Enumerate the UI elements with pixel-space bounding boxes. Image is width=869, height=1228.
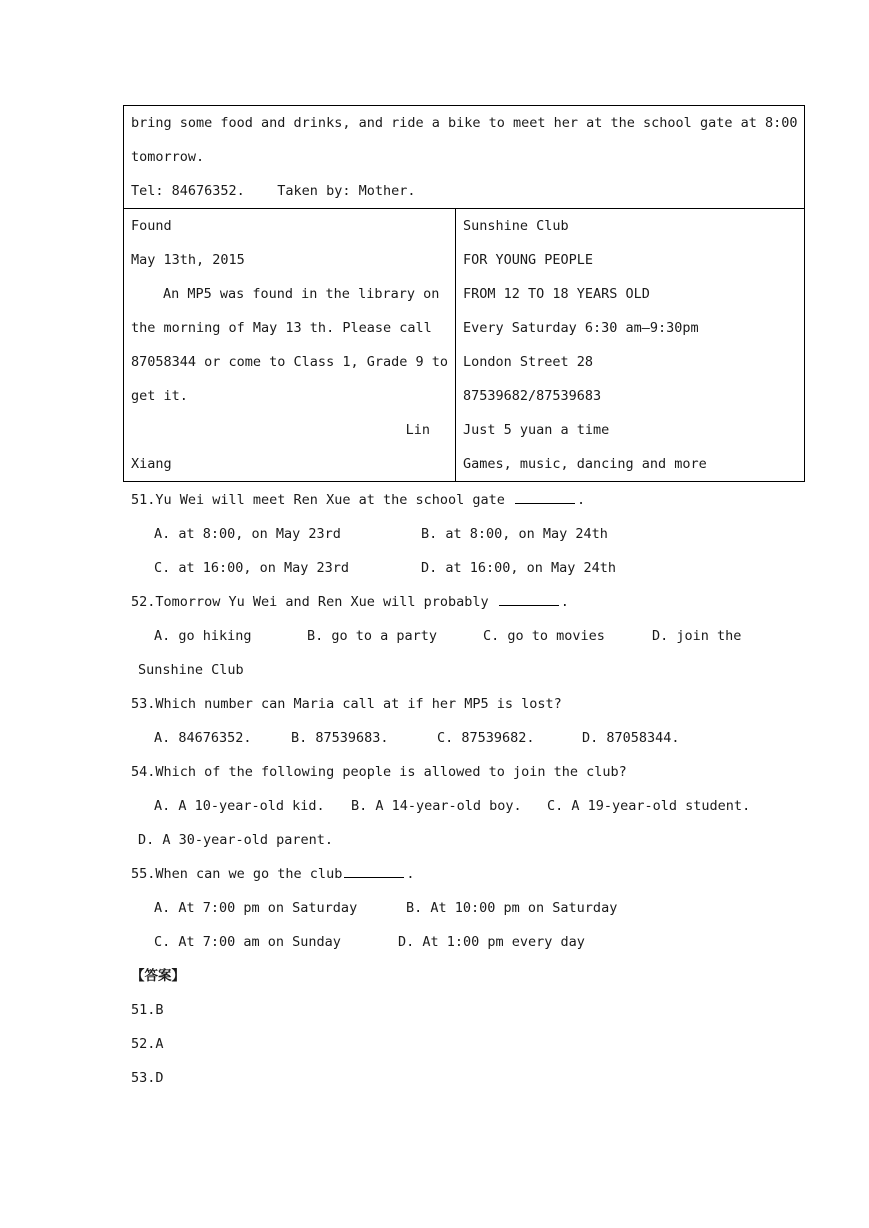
answer-blank xyxy=(344,863,404,878)
answer-blank xyxy=(515,489,575,504)
option-a: A. 84676352. xyxy=(154,730,252,746)
club-line: 87539682/87539683 xyxy=(462,388,602,404)
options-row xyxy=(131,721,751,755)
question-end: . xyxy=(406,866,415,882)
club-line: FOR YOUNG PEOPLE xyxy=(462,252,594,268)
club-ad-cell xyxy=(455,209,805,482)
option-c: C. A 19-year-old student. xyxy=(547,798,751,814)
club-line: Games, music, dancing and more xyxy=(462,456,707,472)
club-line: Every Saturday 6:30 am—9:30pm xyxy=(462,320,699,336)
question-stem: 55.When can we go the club xyxy=(131,866,343,882)
option-a: A. go hiking xyxy=(154,628,252,644)
found-title: Found xyxy=(131,218,172,234)
found-date: May 13th, 2015 xyxy=(131,252,245,268)
found-body-line: the morning of May 13 th. Please call xyxy=(131,320,432,336)
option-b: B. A 14-year-old boy. xyxy=(351,798,522,814)
question-51 xyxy=(131,483,751,517)
options-row xyxy=(131,789,751,823)
option-d: D. join the xyxy=(652,628,742,644)
option-d: D. at 16:00, on May 24th xyxy=(421,560,617,576)
found-signature: Xiang xyxy=(131,456,172,472)
phone-message-cell xyxy=(124,106,805,209)
options-row xyxy=(131,823,751,857)
option-b: B. 87539683. xyxy=(291,730,389,746)
question-53 xyxy=(131,687,751,721)
message-line: bring some food and drinks, and ride a bike to meet her at the school gate at 8:00 xyxy=(131,115,798,131)
question-stem: 54.Which of the following people is allowed to join the club? xyxy=(131,764,627,780)
option-b: B. at 8:00, on May 24th xyxy=(421,526,608,542)
answer-heading: 【答案】 xyxy=(131,968,185,984)
question-54 xyxy=(131,755,751,789)
option-d-continued: Sunshine Club xyxy=(138,662,244,678)
question-55 xyxy=(131,857,751,891)
option-a: A. A 10-year-old kid. xyxy=(154,798,325,814)
question-stem: 52.Tomorrow Yu Wei and Ren Xue will probably xyxy=(131,594,489,610)
option-b: B. At 10:00 pm on Saturday xyxy=(406,900,618,916)
options-row xyxy=(131,551,751,585)
option-b: B. go to a party xyxy=(307,628,438,644)
option-c: C. at 16:00, on May 23rd xyxy=(154,560,350,576)
question-stem: 53.Which number can Maria call at if her MP5 is lost? xyxy=(131,696,562,712)
answer-53: 53.D xyxy=(131,1070,164,1086)
question-stem: 51.Yu Wei will meet Ren Xue at the school gate xyxy=(131,492,505,508)
club-line: Just 5 yuan a time xyxy=(462,422,610,438)
found-signature: Lin xyxy=(405,422,430,438)
answer-52: 52.A xyxy=(131,1036,164,1052)
message-line: tomorrow. xyxy=(131,149,205,165)
club-line: FROM 12 TO 18 YEARS OLD xyxy=(462,286,650,302)
notice-table xyxy=(123,105,805,482)
found-body-line: get it. xyxy=(131,388,188,404)
questions-section xyxy=(131,483,751,1095)
found-body-line: 87058344 or come to Class 1, Grade 9 to xyxy=(131,354,448,370)
question-end: . xyxy=(560,594,569,610)
question-52 xyxy=(131,585,751,619)
option-c: C. go to movies xyxy=(483,628,605,644)
option-c: C. At 7:00 am on Sunday xyxy=(154,934,341,950)
option-d: D. At 1:00 pm every day xyxy=(398,934,585,950)
options-row xyxy=(131,653,751,687)
options-row xyxy=(131,891,751,925)
option-d: D. A 30-year-old parent. xyxy=(138,832,334,848)
option-c: C. 87539682. xyxy=(437,730,535,746)
options-row xyxy=(131,517,751,551)
club-line: London Street 28 xyxy=(462,354,594,370)
option-a: A. at 8:00, on May 23rd xyxy=(154,526,341,542)
options-row xyxy=(131,619,751,653)
found-body-line: An MP5 was found in the library on xyxy=(163,286,440,302)
club-title: Sunshine Club xyxy=(462,218,569,234)
message-tel-line: Tel: 84676352. Taken by: Mother. xyxy=(131,183,416,199)
question-end: . xyxy=(577,492,586,508)
answer-blank xyxy=(499,591,559,606)
options-row xyxy=(131,925,751,959)
found-notice-cell xyxy=(124,209,456,482)
answer-51: 51.B xyxy=(131,1002,164,1018)
option-d: D. 87058344. xyxy=(582,730,680,746)
option-a: A. At 7:00 pm on Saturday xyxy=(154,900,358,916)
